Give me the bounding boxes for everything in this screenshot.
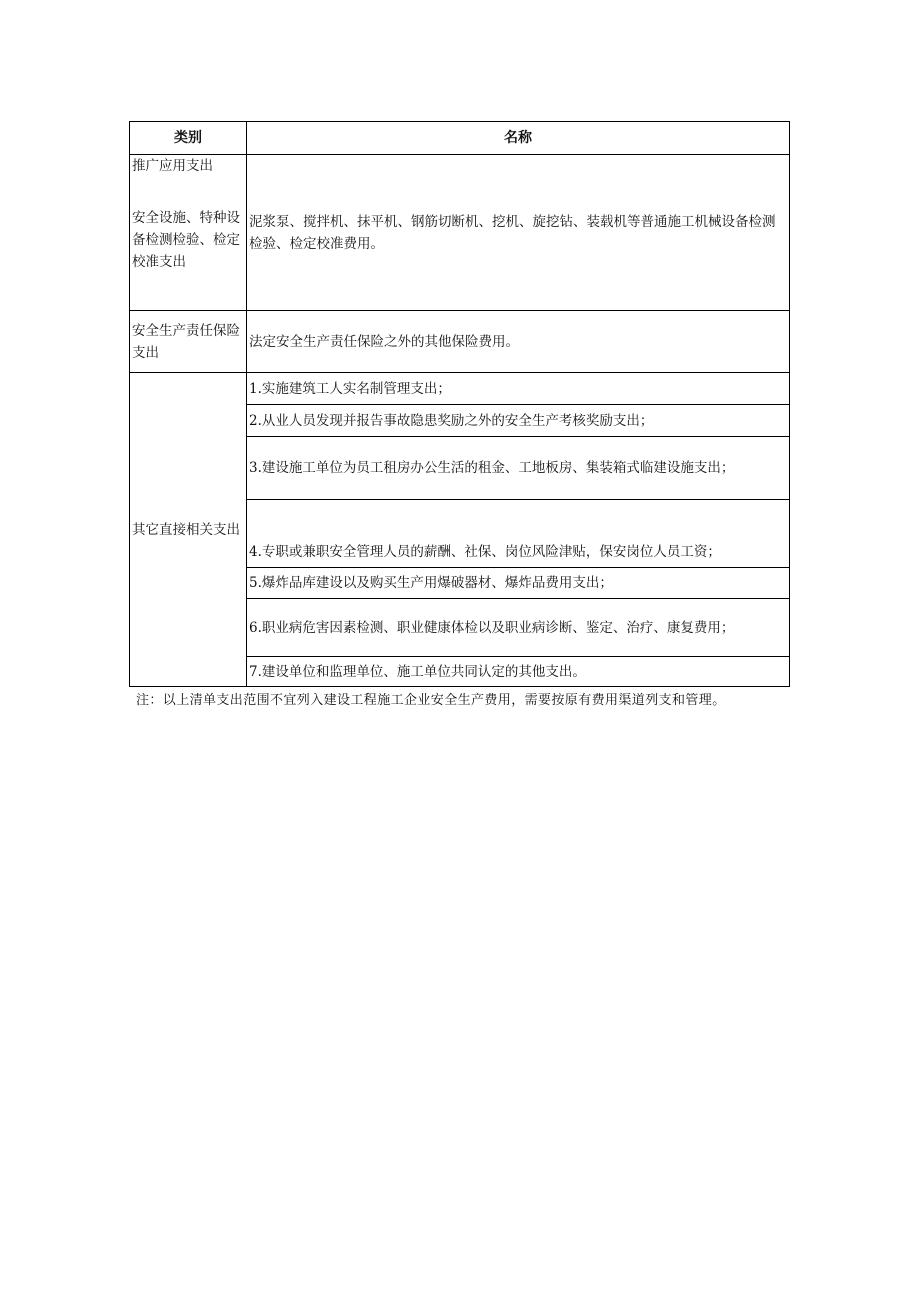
item-text: 6.职业病危害因素检测、职业健康体检以及职业病诊断、鉴定、治疗、康复费用； <box>249 619 735 636</box>
category-label: 其它直接相关支出 <box>132 521 240 538</box>
name-cell <box>247 155 790 311</box>
list-item <box>247 599 790 657</box>
footnote: 注：以上清单支出范围不宜列入建设工程施工企业安全生产费用，需要按原有费用渠道列支和管理。 <box>136 693 726 708</box>
item-text: 4.专职或兼职安全管理人员的薪酬、社保、岗位风险津贴，保安岗位人员工资； <box>249 544 721 560</box>
name-cell <box>247 311 790 373</box>
category-label: 安全设施、特种设备检测检验、检定校准支出 <box>132 210 240 270</box>
category-cell <box>130 311 247 373</box>
table-header-row <box>130 122 790 155</box>
category-label: 推广应用支出 <box>132 158 213 174</box>
name-text: 泥浆泵、搅拌机、抹平机、钢筋切断机、挖机、旋挖钻、装载机等普通施工机械设备检测检验、检定校准费用。 <box>249 213 776 252</box>
table-row <box>130 155 790 311</box>
category-cell <box>130 155 247 311</box>
header-category: 类别 <box>130 122 247 155</box>
item-text: 2.从业人员发现并报告事故隐患奖励之外的安全生产考核奖励支出； <box>249 412 654 429</box>
list-item <box>247 657 790 687</box>
item-text: 7.建设单位和监理单位、施工单位共同认定的其他支出。 <box>249 663 586 680</box>
list-item <box>247 500 790 568</box>
category-label: 安全生产责任保险支出 <box>132 322 240 361</box>
category-cell <box>130 373 247 687</box>
item-text: 3.建设施工单位为员工租房办公生活的租金、工地板房、集装箱式临建设施支出； <box>249 460 735 476</box>
expense-table <box>129 121 790 687</box>
list-item <box>247 437 790 500</box>
list-item <box>247 568 790 599</box>
item-text: 5.爆炸品库建设以及购买生产用爆破器材、爆炸品费用支出； <box>249 575 613 591</box>
list-item <box>247 373 790 405</box>
item-text: 1.实施建筑工人实名制管理支出； <box>249 380 451 397</box>
list-item <box>247 405 790 437</box>
name-text: 法定安全生产责任保险之外的其他保险费用。 <box>249 333 519 350</box>
header-name: 名称 <box>247 122 790 155</box>
table-row <box>130 373 790 405</box>
table-row <box>130 311 790 373</box>
